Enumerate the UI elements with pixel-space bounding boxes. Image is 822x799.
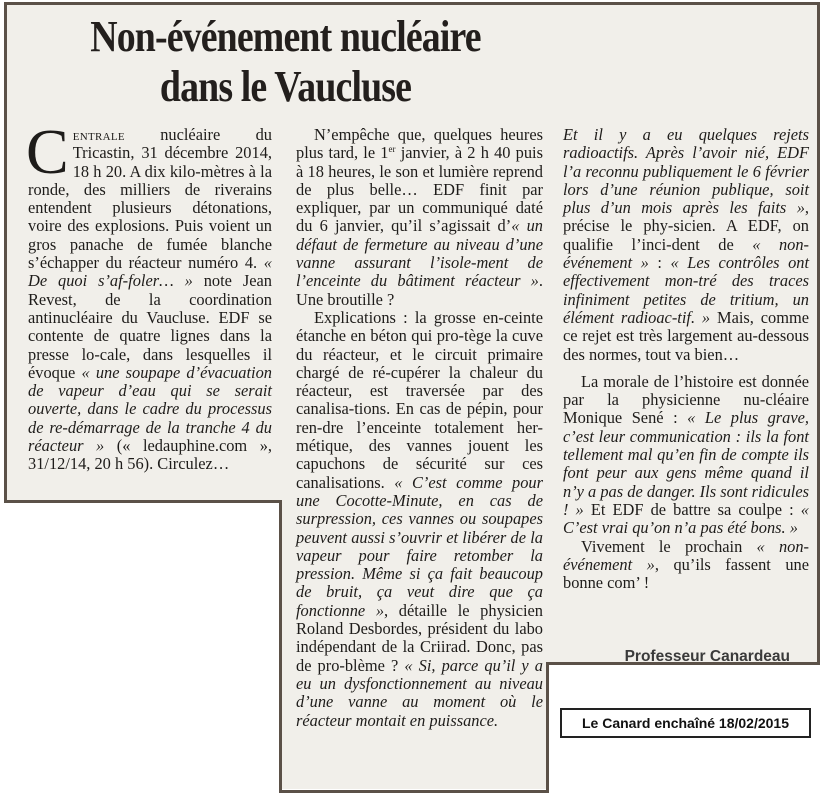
col2-text-e: , détaille le physicien Roland Desbordes, président du labo indépendant de la Criirad. Donc, pas de pro-blème ? <box>296 600 543 675</box>
article-title <box>40 12 531 112</box>
author-signature: Professeur Canardeau <box>624 648 790 665</box>
col2-text-c: . Une broutille ? <box>296 271 543 309</box>
col1-text-c: (« ledauphine.com », 31/12/14, 20 h 56). Circulez… <box>28 436 272 474</box>
col1-text-a: nucléaire du Tricastin, 31 décembre 2014, 18 h 20. A dix kilo-mètres à la ronde, des milliers de riverains entendent plusieurs détonations, voire des explosions. Puis voient un gros panache de fumée blanche s’échapper du réacteur numéro 4. <box>28 125 272 273</box>
col3-text-a: , précise le phy-sicien. A EDF, on qualifie l’inci-dent de <box>563 198 809 254</box>
col3-quote-5: « C’est vrai qu’on n’a pas été bons. » <box>563 499 809 538</box>
col2-quote-3: « Si, parce qu’il y a eu un dysfonctionnement au niveau d’une vanne au moment où le réacteur montait en puissance. <box>296 655 543 730</box>
col2-quote-1: « un défaut de fermeture au niveau d’une vanne assurant l’isole-ment de l’enceinte du bâtiment réacteur » <box>296 216 543 291</box>
clipping-border-col2-left <box>279 500 282 793</box>
article-column-2 <box>296 126 543 730</box>
clipping-border-top <box>4 2 820 5</box>
col3-text-f: Vivement le prochain <box>581 536 757 556</box>
clipping-border-right <box>817 2 820 665</box>
article-title-line2: dans le Vaucluse <box>159 62 412 111</box>
col3-quote-6: « non-événement » <box>563 536 809 574</box>
col3-text-g: , qu’ils fassent une bonne com’ ! <box>563 554 809 593</box>
col3-text-b: : <box>648 253 671 273</box>
clipping-border-left <box>4 2 7 502</box>
col3-quote-1: Et il y a eu quelques rejets radioactifs. Après l’avoir nié, EDF l’a reconnu publiquement le 6 février lors d’une réunion publique, soit plus d’un mois après les faits » <box>563 125 809 218</box>
article-title-line1: Non-événement nucléaire <box>90 12 481 61</box>
col3-quote-4: « Le plus grave, c’est leur communication : ils la font tellement mal qu’en fin de compte ils font peur aux gens même quand il n’y a pas de danger. Ils sont ridicules ! » <box>563 408 809 519</box>
source-label: Le Canard enchaîné 18/02/2015 <box>560 708 811 738</box>
col3-text-e: Et EDF de battre sa coulpe : <box>583 499 801 519</box>
col1-quote-1: « De quoi s’af-foler… » <box>28 253 272 291</box>
col3-quote-3: « Les contrôles ont effectivement mon-tré des traces infiniment petites de tritium, un élément radioac-tif. » <box>563 253 810 327</box>
col3-quote-2: « non-événement » <box>563 234 809 273</box>
lead-word: entrale <box>72 125 125 144</box>
clipping-border-step1 <box>4 500 280 503</box>
drop-cap: C <box>26 116 69 187</box>
col3-text-d: La morale de l’histoire est donnée par la physicienne nu-cléaire Monique Sené : <box>563 371 809 428</box>
col2-text-d: Explications : la grosse en-ceinte étanche en béton qui pro-tège la cuve du réacteur, et le circuit primaire chargé de ré-cupérer la chaleur du réacteur, est traversée par des canalisa-tions. En cas de pépin, pour ren-dre l’enceinte totalement her-métique, des vannes jouent les capuchons de sécurité sur ces canalisations. <box>296 307 543 492</box>
col1-quote-2: « une soupape d’évacuation de vapeur d’eau qui se serait ouverte, dans le cadre du processus de re-démarrage de la tranche 4 du réacteur » <box>28 362 272 456</box>
clipping-border-col2-right <box>546 662 549 793</box>
article-column-1 <box>26 116 272 474</box>
col2-quote-2: « C’est comme pour une Cocotte-Minute, en cas de surpression, ces vannes ou soupapes peuvent aussi s’ouvrir et libérer de la vapeur pour faire retomber la pression. Même si ça fait beaucoup de bruit, ça veut dire que ça fonctionne » <box>296 472 543 620</box>
article-column-3 <box>563 126 809 592</box>
clipping-border-bottom <box>279 790 549 793</box>
col1-text-b: note Jean Revest, de la coordination antinucléaire du Vaucluse. EDF se contente de quatre lignes dans la presse lo-cale, dans lesquelles il évoque <box>28 271 272 382</box>
col3-text-c: Mais, comme ce rejet est très largement au-dessous des normes, tout va bien… <box>563 307 809 364</box>
col2-text-b: janvier, à 2 h 40 puis à 18 heures, le son et lumière reprend de plus belle… EDF finit par expliquer, par un communiqué daté du 6 janvier, qu’il s’agissait d’ <box>296 143 543 236</box>
col2-superscript: er <box>388 144 396 155</box>
col2-text-a: N’empêche que, quelques heures plus tard, le 1 <box>296 125 543 163</box>
